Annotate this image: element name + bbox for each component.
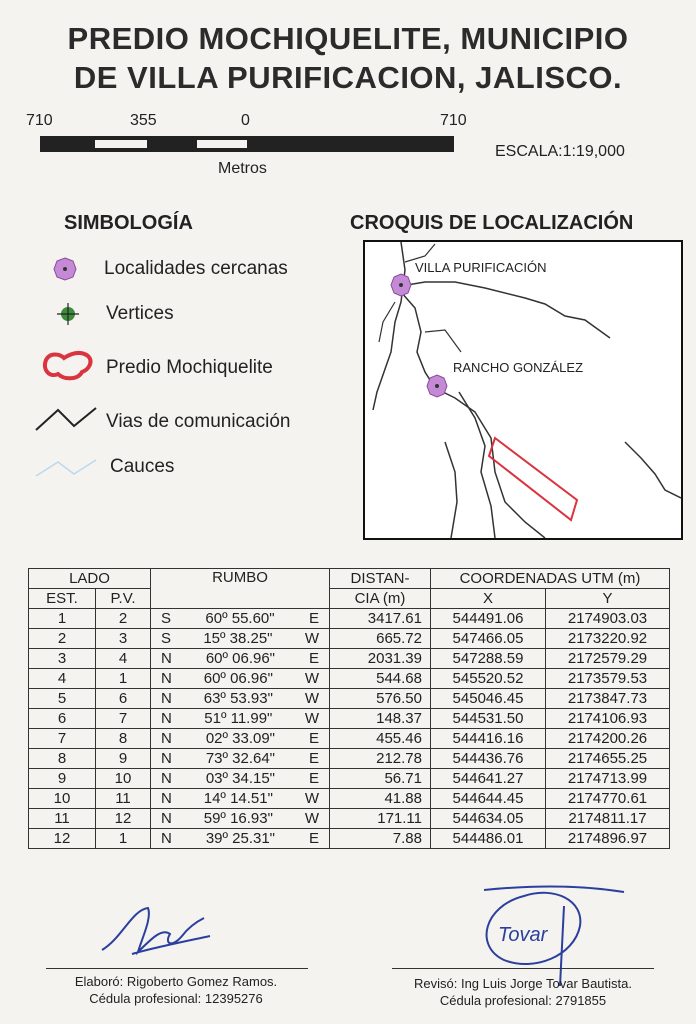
scale-tick-label: 0 — [241, 112, 250, 129]
scale-tick-label: 355 — [130, 112, 157, 129]
cell-est: 1 — [29, 609, 96, 629]
cell-est: 4 — [29, 669, 96, 689]
rumbo-ew: W — [304, 790, 319, 807]
cell-dist: 41.88 — [330, 789, 431, 809]
cell-est: 8 — [29, 749, 96, 769]
cell-x: 544436.76 — [431, 749, 546, 769]
signature-line-right — [392, 968, 654, 969]
rumbo-ew: W — [304, 670, 319, 687]
cell-y: 2172579.29 — [546, 649, 670, 669]
rumbo-ang: 73º 32.64" — [205, 750, 276, 767]
table-row — [29, 669, 670, 689]
legend-label: Vertices — [106, 303, 174, 324]
table-row — [29, 709, 670, 729]
rumbo-ang: 15º 38.25" — [203, 630, 273, 647]
cell-est: 7 — [29, 729, 96, 749]
legend-label: Cauces — [110, 456, 175, 477]
rumbo-ew: W — [304, 690, 319, 707]
rumbo-ew: E — [308, 830, 319, 847]
cell-x: 544641.27 — [431, 769, 546, 789]
rumbo-ns: N — [161, 830, 172, 847]
cell-pv: 10 — [96, 769, 151, 789]
scale-ratio: ESCALA:1:19,000 — [495, 143, 625, 160]
cell-x: 545520.52 — [431, 669, 546, 689]
cell-dist: 148.37 — [330, 709, 431, 729]
cell-dist: 7.88 — [330, 829, 431, 849]
table-row — [29, 729, 670, 749]
document-title-line-1: PREDIO MOCHIQUELITE, MUNICIPIO — [67, 21, 629, 56]
cell-y: 2174896.97 — [546, 829, 670, 849]
location-map — [363, 240, 683, 540]
rumbo-ns: S — [161, 630, 172, 647]
document-title-line-2: DE VILLA PURIFICACION, JALISCO. — [73, 60, 623, 95]
reviewer-license: Cédula profesional: 2791855 — [439, 993, 607, 1008]
cell-y: 2174200.26 — [546, 729, 670, 749]
rumbo-ns: N — [161, 650, 172, 667]
cell-rumbo — [151, 809, 330, 829]
cell-y: 2174106.93 — [546, 709, 670, 729]
cell-y: 2174655.25 — [546, 749, 670, 769]
table-row — [29, 789, 670, 809]
map-place-label: RANCHO GONZÁLEZ — [453, 360, 584, 375]
coordinates-table-body — [29, 609, 670, 849]
cell-rumbo — [151, 649, 330, 669]
rumbo-ang: 02º 33.09" — [205, 730, 276, 747]
map-title: CROQUIS DE LOCALIZACIÓN — [350, 212, 634, 234]
header-y: Y — [546, 589, 670, 609]
locality-icon — [52, 256, 78, 282]
cell-pv: 2 — [96, 609, 151, 629]
signature-line-left — [46, 968, 308, 969]
rumbo-ns: N — [161, 670, 172, 687]
scale-tick-label: 710 — [440, 112, 467, 129]
header-pv: P.V. — [96, 589, 151, 609]
rumbo-ew: E — [308, 770, 319, 787]
coordinates-table — [28, 568, 670, 849]
cell-dist: 56.71 — [330, 769, 431, 789]
cell-x: 544486.01 — [431, 829, 546, 849]
cell-dist: 171.11 — [330, 809, 431, 829]
cell-rumbo — [151, 689, 330, 709]
rumbo-ew: E — [308, 750, 319, 767]
cell-rumbo — [151, 669, 330, 689]
cell-dist: 576.50 — [330, 689, 431, 709]
cell-pv: 1 — [96, 829, 151, 849]
cell-rumbo — [151, 729, 330, 749]
property-outline-icon — [40, 348, 96, 384]
scale-tick-label: 710 — [26, 112, 53, 129]
cell-dist: 3417.61 — [330, 609, 431, 629]
table-row — [29, 649, 670, 669]
table-row — [29, 769, 670, 789]
rumbo-ang: 60º 55.60" — [205, 610, 275, 627]
cell-dist: 665.72 — [330, 629, 431, 649]
cell-est: 3 — [29, 649, 96, 669]
rumbo-ns: N — [161, 710, 172, 727]
cell-y: 2173220.92 — [546, 629, 670, 649]
cell-pv: 4 — [96, 649, 151, 669]
cell-pv: 6 — [96, 689, 151, 709]
table-row — [29, 629, 670, 649]
cell-est: 12 — [29, 829, 96, 849]
rumbo-ew: E — [308, 730, 319, 747]
cell-est: 6 — [29, 709, 96, 729]
cell-rumbo — [151, 749, 330, 769]
rumbo-ang: 39º 25.31" — [205, 830, 276, 847]
signature-left — [92, 898, 222, 968]
cell-pv: 3 — [96, 629, 151, 649]
cell-rumbo — [151, 789, 330, 809]
cell-est: 10 — [29, 789, 96, 809]
rumbo-ns: N — [161, 810, 172, 827]
legend-label: Vias de comunicación — [106, 411, 291, 432]
cell-y: 2174811.17 — [546, 809, 670, 829]
rumbo-ns: S — [161, 610, 172, 627]
cell-x: 544634.05 — [431, 809, 546, 829]
rumbo-ew: W — [304, 710, 319, 727]
scale-bar — [40, 136, 454, 152]
cell-rumbo — [151, 829, 330, 849]
cell-y: 2173579.53 — [546, 669, 670, 689]
header-lado: LADO — [29, 569, 151, 589]
cell-x: 547466.05 — [431, 629, 546, 649]
table-row — [29, 809, 670, 829]
legend-title: SIMBOLOGÍA — [64, 212, 193, 234]
header-coordenadas: COORDENADAS UTM (m) — [431, 569, 670, 589]
rumbo-ns: N — [161, 690, 172, 707]
cell-est: 5 — [29, 689, 96, 709]
author-license: Cédula profesional: 12395276 — [89, 991, 263, 1006]
header-est: EST. — [29, 589, 96, 609]
legend-label: Predio Mochiquelite — [106, 357, 273, 378]
rumbo-ns: N — [161, 730, 172, 747]
cell-rumbo — [151, 709, 330, 729]
rumbo-ang: 03º 34.15" — [205, 770, 276, 787]
table-row — [29, 689, 670, 709]
cell-x: 544644.45 — [431, 789, 546, 809]
cell-est: 9 — [29, 769, 96, 789]
scale-bar-segment — [95, 140, 147, 148]
rumbo-ang: 60º 06.96" — [203, 670, 273, 687]
rumbo-ew: W — [304, 810, 319, 827]
header-distancia-1: DISTAN- — [330, 569, 431, 589]
legend-label: Localidades cercanas — [104, 258, 288, 279]
header-distancia-2: CIA (m) — [330, 589, 431, 609]
table-row — [29, 829, 670, 849]
rumbo-ew: E — [308, 650, 319, 667]
cell-y: 2174713.99 — [546, 769, 670, 789]
author-name: Elaboró: Rigoberto Gomez Ramos. — [74, 974, 278, 989]
rumbo-ns: N — [161, 790, 172, 807]
rumbo-ew: W — [304, 630, 319, 647]
scale-unit: Metros — [218, 160, 267, 177]
cell-pv: 9 — [96, 749, 151, 769]
rumbo-ang: 51º 11.99" — [204, 710, 273, 727]
rumbo-ns: N — [161, 770, 172, 787]
cell-rumbo — [151, 609, 330, 629]
rumbo-ang: 60º 06.96" — [205, 650, 276, 667]
map-lines — [365, 242, 681, 538]
cell-dist: 455.46 — [330, 729, 431, 749]
table-row — [29, 749, 670, 769]
scale-bar-segment — [197, 140, 247, 148]
rumbo-ang: 14º 14.51" — [203, 790, 273, 807]
rumbo-ns: N — [161, 750, 172, 767]
cell-x: 544491.06 — [431, 609, 546, 629]
cell-y: 2174903.03 — [546, 609, 670, 629]
signature-right-text: Tovar — [498, 924, 548, 946]
cell-est: 11 — [29, 809, 96, 829]
cell-pv: 8 — [96, 729, 151, 749]
table-row — [29, 609, 670, 629]
cell-x: 545046.45 — [431, 689, 546, 709]
cell-x: 547288.59 — [431, 649, 546, 669]
cell-pv: 7 — [96, 709, 151, 729]
rumbo-ang: 63º 53.93" — [203, 690, 273, 707]
cell-rumbo — [151, 629, 330, 649]
cell-dist: 544.68 — [330, 669, 431, 689]
reviewer-name: Revisó: Ing Luis Jorge Tovar Bautista. — [414, 976, 632, 991]
map-place-label: VILLA PURIFICACIÓN — [415, 260, 547, 275]
cell-pv: 1 — [96, 669, 151, 689]
cell-x: 544531.50 — [431, 709, 546, 729]
vertex-icon — [56, 302, 80, 326]
cell-dist: 212.78 — [330, 749, 431, 769]
rumbo-ang: 59º 16.93" — [203, 810, 273, 827]
cell-x: 544416.16 — [431, 729, 546, 749]
header-x: X — [431, 589, 546, 609]
cell-y: 2173847.73 — [546, 689, 670, 709]
cell-est: 2 — [29, 629, 96, 649]
cell-y: 2174770.61 — [546, 789, 670, 809]
cell-rumbo — [151, 769, 330, 789]
header-rumbo: RUMBO — [151, 569, 330, 609]
cell-dist: 2031.39 — [330, 649, 431, 669]
stream-line-icon — [34, 456, 98, 480]
cell-pv: 11 — [96, 789, 151, 809]
rumbo-ew: E — [308, 610, 319, 627]
road-line-icon — [34, 404, 98, 434]
cell-pv: 12 — [96, 809, 151, 829]
